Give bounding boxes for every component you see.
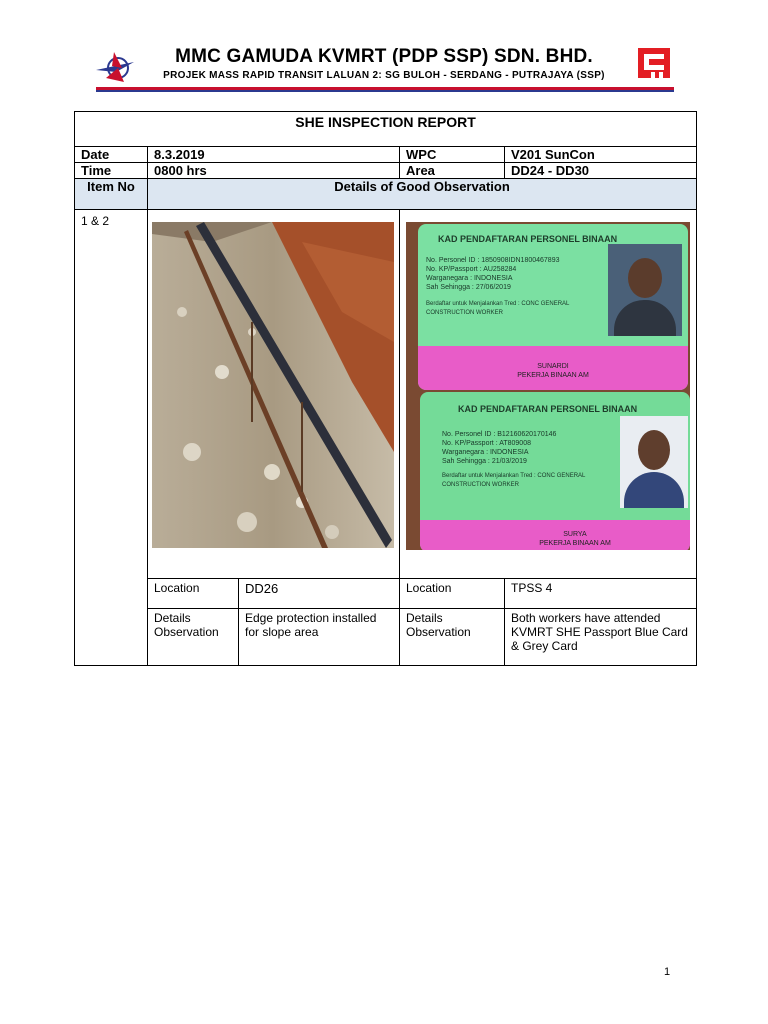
card-1-portrait [608, 244, 682, 336]
wpc-value: V201 SunCon [505, 147, 697, 163]
area-value: DD24 - DD30 [505, 163, 697, 179]
card-2-fields: No. Personel ID : B12160620170146 No. KP/Passport : AT809008 Warganegara : INDONESIA Sah Sehingga : 21/03/2019 Berdaftar untuk Menjalankan Tred : CONC GENERAL CONSTRUCTION WORKER [442, 431, 586, 488]
date-value: 8.3.2019 [148, 147, 400, 163]
id-card-1 [418, 224, 688, 390]
details-value-2: Both workers have attended KVMRT SHE Passport Blue Card & Grey Card [505, 609, 697, 666]
item-number: 1 & 2 [75, 210, 148, 666]
company-name: MMC GAMUDA KVMRT (PDP SSP) SDN. BHD. [175, 46, 593, 67]
location-label-2: Location [400, 579, 505, 609]
time-value: 0800 hrs [148, 163, 400, 179]
date-label: Date [75, 147, 148, 163]
photo-cell-id-cards [400, 210, 697, 579]
report-title: SHE INSPECTION REPORT [75, 112, 697, 147]
item-no-label: Item No [75, 179, 148, 210]
wpc-label: WPC [400, 147, 505, 163]
location-label-1: Location [148, 579, 239, 609]
details-label-1: Details Observation [148, 609, 239, 666]
details-label-2: Details Observation [400, 609, 505, 666]
location-value-2: TPSS 4 [505, 579, 697, 609]
card-1-fields: No. Personel ID : 1850908IDN1800467893 No. KP/Passport : AU258284 Warganegara : INDONESIA Sah Sehingga : 27/06/2019 Berdaftar untuk Menjalankan Tred : CONC GENERAL CONSTRUCTION WORKER [426, 257, 570, 316]
header-rule-blue [96, 90, 674, 92]
card-1-holder: SUNARDI PEKERJA BINAAN AM [517, 363, 589, 379]
photo-cell-slope [148, 210, 400, 579]
gamuda-logo [636, 46, 672, 80]
card-1-title: KAD PENDAFTARAN PERSONEL BINAAN [438, 234, 618, 244]
details-heading: Details of Good Observation [148, 179, 697, 210]
slope-edge-protection-photo [152, 222, 394, 548]
inspection-report-table [74, 111, 697, 666]
details-value-1: Edge protection installed for slope area [239, 609, 400, 666]
document-header [92, 40, 676, 95]
project-name: PROJEK MASS RAPID TRANSIT LALUAN 2: SG BULOH - SERDANG - PUTRAJAYA (SSP) [163, 70, 605, 81]
card-2-holder: SURYA PEKERJA BINAAN AM [539, 531, 611, 547]
time-label: Time [75, 163, 148, 179]
id-card-2 [420, 392, 690, 550]
card-2-portrait [620, 416, 688, 508]
id-cards-photo [406, 222, 690, 550]
page-number: 1 [664, 966, 671, 978]
area-label: Area [400, 163, 505, 179]
location-value-1: DD26 [239, 579, 400, 609]
card-2-title: KAD PENDAFTARAN PERSONEL BINAAN [458, 404, 638, 414]
